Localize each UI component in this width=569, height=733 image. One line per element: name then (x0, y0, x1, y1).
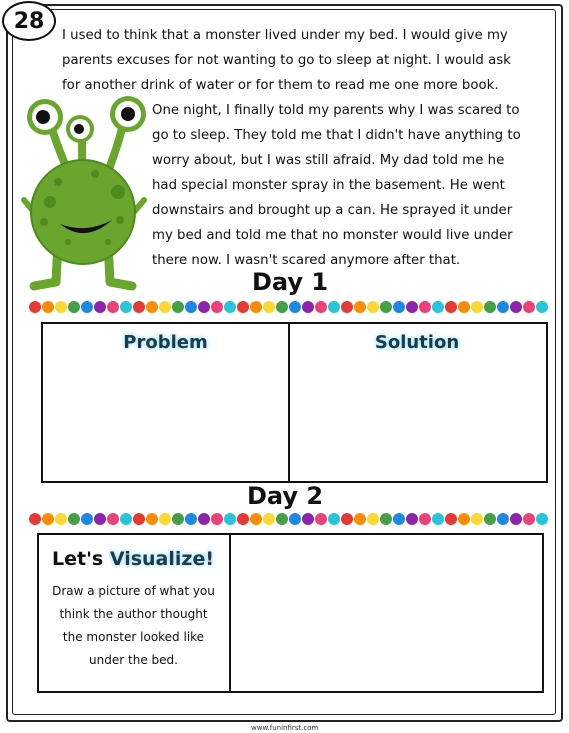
story-line-4: One night, I finally told my parents why I was scared to (152, 103, 520, 118)
rainbow-dot (68, 301, 80, 313)
rainbow-dot (367, 301, 379, 313)
drawing-area[interactable] (233, 537, 538, 689)
story-line-1: I used to think that a monster lived under my bed. I would give my (62, 28, 508, 43)
rainbow-dot (94, 513, 106, 525)
rainbow-dot (328, 513, 340, 525)
rainbow-dot (497, 301, 509, 313)
rainbow-dots-divider-2 (28, 512, 548, 526)
rainbow-dot (29, 301, 41, 313)
rainbow-dot (146, 513, 158, 525)
rainbow-dot (406, 513, 418, 525)
rainbow-dot (224, 513, 236, 525)
rainbow-dot (172, 513, 184, 525)
rainbow-dot (523, 301, 535, 313)
rainbow-dot (341, 513, 353, 525)
rainbow-dot (120, 513, 132, 525)
page-number: 28 (13, 8, 45, 34)
rainbow-dot (42, 513, 54, 525)
rainbow-dot (419, 513, 431, 525)
rainbow-dot (445, 301, 457, 313)
visualize-title-prefix: Let's (52, 548, 104, 570)
instruction-line-3: the monster looked like (62, 630, 205, 644)
rainbow-dot (198, 513, 210, 525)
problem-label: Problem (123, 332, 208, 353)
rainbow-dot (263, 301, 275, 313)
rainbow-dot (354, 301, 366, 313)
rainbow-dot (510, 513, 522, 525)
rainbow-dot (263, 513, 275, 525)
rainbow-dot (185, 301, 197, 313)
rainbow-dot (237, 301, 249, 313)
rainbow-dot (172, 301, 184, 313)
rainbow-dot (276, 513, 288, 525)
day2-heading: Day 2 (246, 482, 324, 510)
story-line-10: there now. I wasn't scared anymore after that. (152, 253, 461, 268)
rainbow-dots-divider-1 (28, 300, 548, 314)
monster-illustration (20, 92, 150, 292)
rainbow-dot (107, 513, 119, 525)
rainbow-dot (107, 301, 119, 313)
rainbow-dot (42, 301, 54, 313)
rainbow-dot (81, 301, 93, 313)
rainbow-dot (55, 513, 67, 525)
rainbow-dot (458, 301, 470, 313)
rainbow-dot (523, 513, 535, 525)
rainbow-dot (250, 513, 262, 525)
rainbow-dot (94, 301, 106, 313)
footer-website: www.funinfirst.com (251, 724, 319, 732)
instruction-line-2: think the author thought (59, 607, 208, 621)
rainbow-dot (302, 301, 314, 313)
rainbow-dot (315, 301, 327, 313)
rainbow-dot (393, 301, 405, 313)
rainbow-dot (250, 301, 262, 313)
rainbow-dot (120, 301, 132, 313)
rainbow-dot (29, 513, 41, 525)
rainbow-dot (185, 513, 197, 525)
rainbow-dot (159, 301, 171, 313)
rainbow-dot (328, 301, 340, 313)
visualize-divider (229, 533, 231, 693)
rainbow-dot (484, 301, 496, 313)
solution-label: Solution (374, 332, 460, 353)
rainbow-dot (458, 513, 470, 525)
rainbow-dot (484, 513, 496, 525)
visualize-title (52, 548, 214, 570)
rainbow-dot (380, 513, 392, 525)
rainbow-dot (289, 301, 301, 313)
story-line-5: go to sleep. They told me that I didn't have anything to (152, 128, 521, 143)
rainbow-dot (302, 513, 314, 525)
rainbow-dot (341, 301, 353, 313)
rainbow-dot (445, 513, 457, 525)
story-line-9: my bed and told me that no monster would live under (152, 228, 513, 243)
rainbow-dot (159, 513, 171, 525)
rainbow-dot (198, 301, 210, 313)
visualize-title-highlight: Visualize! (109, 548, 215, 570)
day1-heading: Day 1 (251, 268, 329, 296)
rainbow-dot (536, 301, 548, 313)
rainbow-dot (510, 301, 522, 313)
rainbow-dot (367, 513, 379, 525)
rainbow-dot (237, 513, 249, 525)
rainbow-dot (393, 513, 405, 525)
problem-solution-divider (288, 322, 290, 483)
visualize-instructions (40, 580, 227, 672)
rainbow-dot (211, 301, 223, 313)
rainbow-dot (81, 513, 93, 525)
instruction-line-4: under the bed. (89, 653, 178, 667)
page-number-badge (2, 1, 56, 41)
rainbow-dot (497, 513, 509, 525)
rainbow-dot (211, 513, 223, 525)
story-line-6: worry about, but I was still afraid. My dad told me he (152, 153, 505, 168)
rainbow-dot (536, 513, 548, 525)
rainbow-dot (432, 513, 444, 525)
solution-answer-area[interactable] (292, 360, 542, 475)
rainbow-dot (55, 301, 67, 313)
rainbow-dot (471, 301, 483, 313)
rainbow-dot (224, 301, 236, 313)
rainbow-dot (68, 513, 80, 525)
problem-answer-area[interactable] (45, 360, 286, 475)
story-line-7: had special monster spray in the basement. He went (152, 178, 505, 193)
rainbow-dot (146, 301, 158, 313)
rainbow-dot (315, 513, 327, 525)
rainbow-dot (289, 513, 301, 525)
rainbow-dot (471, 513, 483, 525)
rainbow-dot (276, 301, 288, 313)
rainbow-dot (133, 301, 145, 313)
rainbow-dot (133, 513, 145, 525)
rainbow-dot (406, 301, 418, 313)
story-line-8: downstairs and brought up a can. He sprayed it under (152, 203, 513, 218)
rainbow-dot (432, 301, 444, 313)
rainbow-dot (354, 513, 366, 525)
story-line-3: for another drink of water or for them to read me one more book. (62, 78, 499, 93)
instruction-line-1: Draw a picture of what you (52, 584, 215, 598)
story-line-2: parents excuses for not wanting to go to sleep at night. I would ask (62, 53, 511, 68)
rainbow-dot (419, 301, 431, 313)
rainbow-dot (380, 301, 392, 313)
